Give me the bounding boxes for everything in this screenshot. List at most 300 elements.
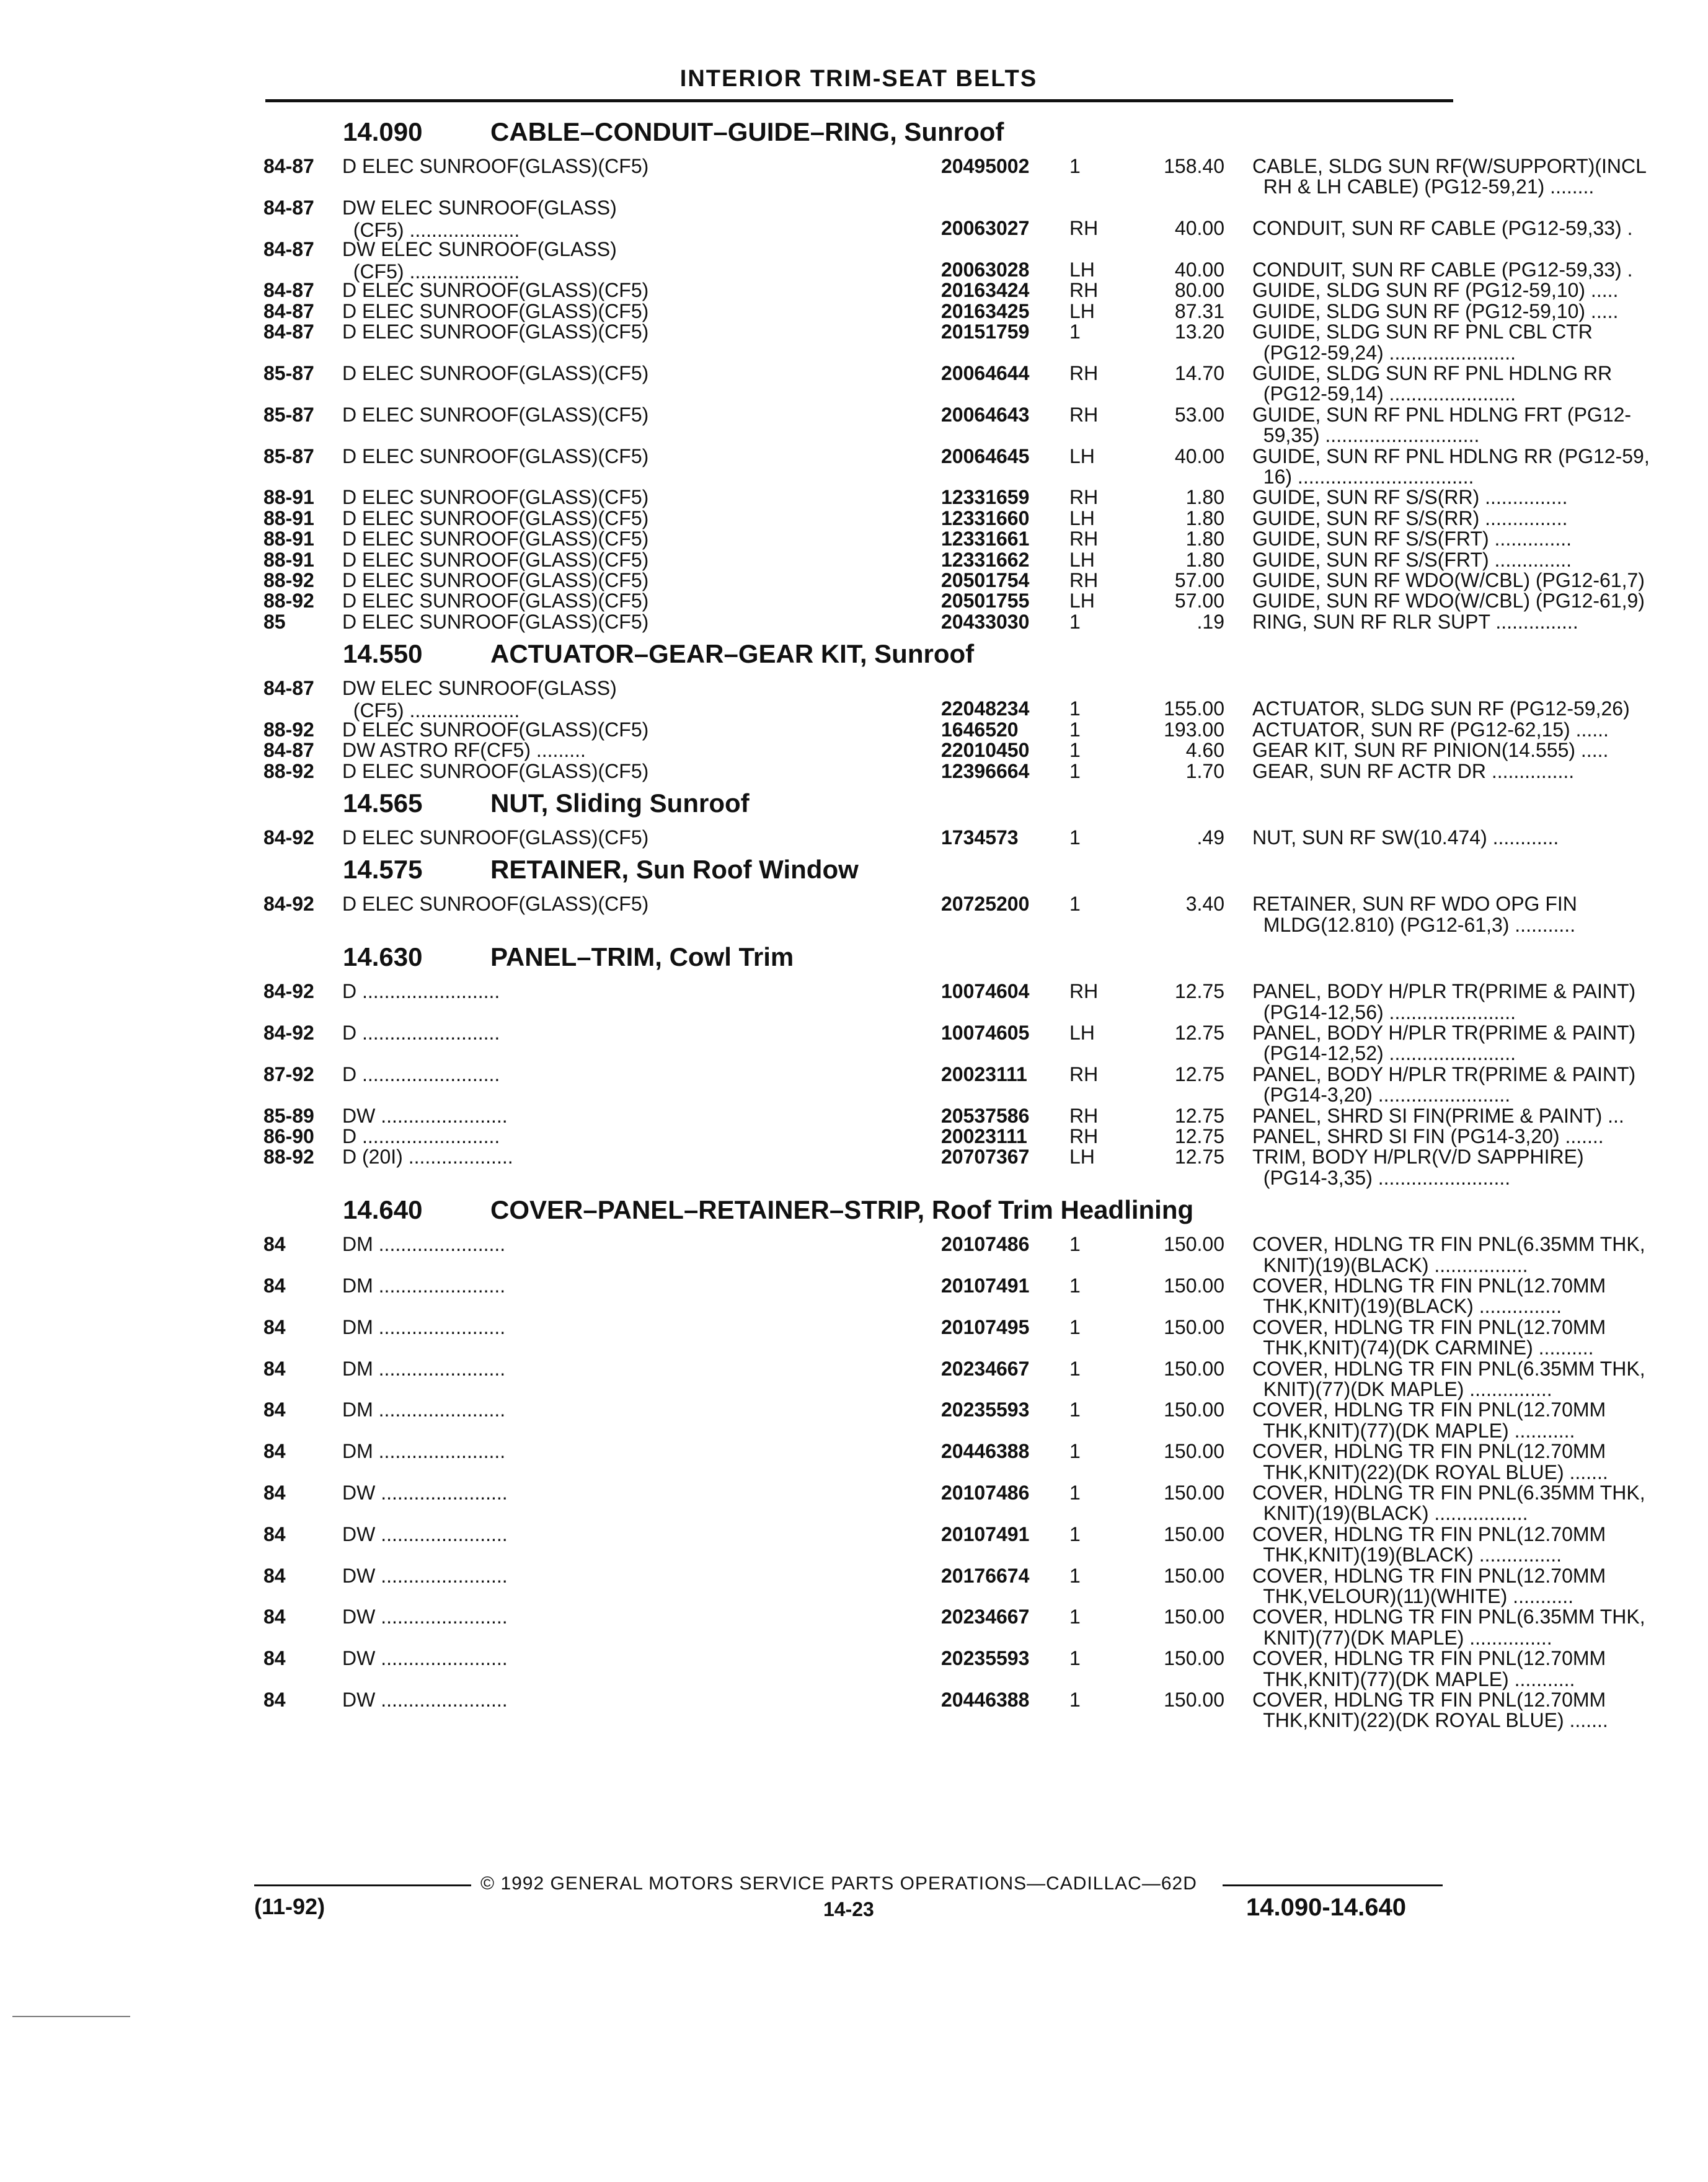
part-row <box>263 893 1577 936</box>
application: D ELEC SUNROOF(GLASS)(CF5) <box>342 826 649 849</box>
model-years: 85 <box>263 610 286 633</box>
quantity: RH <box>1069 361 1099 384</box>
footer-rule-right <box>1223 1884 1443 1886</box>
catalog-section <box>263 109 1650 633</box>
part-number: 20107491 <box>941 1274 1030 1297</box>
application: D ELEC SUNROOF(GLASS)(CF5) <box>342 610 649 633</box>
model-years: 88-92 <box>263 590 314 612</box>
part-description: GUIDE, SUN RF PNL HDLNG RR (PG12-59, <box>1252 444 1650 467</box>
model-years: 85-89 <box>263 1104 314 1127</box>
part-description: COVER, HDLNG TR FIN PNL(12.70MM <box>1252 1315 1606 1338</box>
application: D ELEC SUNROOF(GLASS)(CF5) <box>342 444 649 467</box>
list-price: 150.00 <box>1164 1606 1224 1628</box>
part-description: GUIDE, SLDG SUN RF PNL CBL CTR <box>1252 320 1593 343</box>
list-price: 150.00 <box>1164 1233 1224 1256</box>
catalog-section <box>263 847 1577 936</box>
part-description: PANEL, BODY H/PLR TR(PRIME & PAINT) <box>1252 980 1636 1003</box>
model-years: 84 <box>263 1522 286 1545</box>
part-number: 20063028 <box>941 258 1030 281</box>
model-years: 84 <box>263 1398 286 1421</box>
part-number: 10074604 <box>941 980 1030 1003</box>
quantity: LH <box>1069 444 1095 467</box>
application: D ......................... <box>342 1062 500 1085</box>
section-heading <box>263 847 1457 893</box>
section-heading <box>263 631 1457 677</box>
model-years: 84 <box>263 1482 286 1504</box>
part-description: GEAR KIT, SUN RF PINION(14.555) ..... <box>1252 739 1609 762</box>
quantity: 1 <box>1069 1233 1081 1256</box>
part-row <box>263 155 1647 198</box>
footer-copyright: © 1992 GENERAL MOTORS SERVICE PARTS OPERATIONS—CADILLAC—62D <box>480 1873 1197 1894</box>
part-description: COVER, HDLNG TR FIN PNL(6.35MM THK, <box>1252 1482 1645 1504</box>
part-description: PANEL, SHRD SI FIN (PG14-3,20) ....... <box>1252 1125 1604 1148</box>
part-description: ACTUATOR, SLDG SUN RF (PG12-59,26) <box>1252 697 1630 720</box>
model-years: 84-87 <box>263 237 314 260</box>
model-years: 86-90 <box>263 1125 314 1148</box>
section-number: 14.575 <box>343 855 423 885</box>
application: D ELEC SUNROOF(GLASS)(CF5) <box>342 528 649 550</box>
scan-artifact-line <box>12 2016 130 2017</box>
application: DW ELEC SUNROOF(GLASS) (CF5) .................... <box>342 237 617 283</box>
quantity: 1 <box>1069 610 1081 633</box>
part-description: KNIT)(77)(DK MAPLE) ............... <box>1252 1378 1552 1400</box>
part-description: THK,KNIT)(19)(BLACK) ............... <box>1252 1295 1562 1318</box>
part-description: PANEL, BODY H/PLR TR(PRIME & PAINT) <box>1252 1022 1636 1045</box>
part-number: 20023111 <box>941 1062 1027 1085</box>
part-row <box>263 568 1645 591</box>
model-years: 88-92 <box>263 1146 314 1168</box>
model-years: 88-92 <box>263 718 314 741</box>
part-description: (PG12-59,14) ....................... <box>1252 382 1516 405</box>
footer-section-range: 14.090-14.640 <box>1246 1894 1407 1921</box>
model-years: 84-87 <box>263 279 314 302</box>
section-number: 14.550 <box>343 639 423 669</box>
part-number: 12331662 <box>941 548 1030 571</box>
part-row <box>263 1125 1604 1148</box>
section-number: 14.565 <box>343 788 423 818</box>
part-number: 20446388 <box>941 1688 1030 1711</box>
model-years: 84-92 <box>263 826 314 849</box>
application: D ELEC SUNROOF(GLASS)(CF5) <box>342 506 649 529</box>
section-heading <box>263 109 1457 155</box>
part-description: GUIDE, SLDG SUN RF (PG12-59,10) ..... <box>1252 299 1619 322</box>
quantity: 1 <box>1069 893 1081 916</box>
list-price: 150.00 <box>1164 1440 1224 1463</box>
quantity: RH <box>1069 403 1099 426</box>
part-description: COVER, HDLNG TR FIN PNL(6.35MM THK, <box>1252 1233 1645 1256</box>
parts-listing <box>263 109 1650 1732</box>
part-number: 20107495 <box>941 1315 1030 1338</box>
model-years: 84 <box>263 1315 286 1338</box>
part-description: (PG14-12,52) ....................... <box>1252 1042 1516 1065</box>
part-description: COVER, HDLNG TR FIN PNL(12.70MM <box>1252 1647 1606 1670</box>
part-number: 20234667 <box>941 1357 1030 1380</box>
quantity: LH <box>1069 299 1095 322</box>
part-number: 20446388 <box>941 1440 1030 1463</box>
part-description: RH & LH CABLE) (PG12-59,21) ........ <box>1252 175 1595 198</box>
quantity: RH <box>1069 1125 1099 1148</box>
part-row <box>263 1440 1608 1483</box>
application: DM ....................... <box>342 1357 506 1380</box>
part-description: COVER, HDLNG TR FIN PNL(6.35MM THK, <box>1252 1606 1645 1628</box>
application: D ELEC SUNROOF(GLASS)(CF5) <box>342 590 649 612</box>
quantity: 1 <box>1069 1606 1081 1628</box>
list-price: 1.80 <box>1185 506 1224 529</box>
list-price: 40.00 <box>1174 258 1224 281</box>
part-number: 20064643 <box>941 403 1030 426</box>
model-years: 87-92 <box>263 1062 314 1085</box>
part-description: THK,KNIT)(22)(DK ROYAL BLUE) ....... <box>1252 1460 1608 1483</box>
model-years: 84-87 <box>263 677 314 700</box>
application: D ELEC SUNROOF(GLASS)(CF5) <box>342 759 649 782</box>
application: DW ....................... <box>342 1522 508 1545</box>
part-number: 20501755 <box>941 590 1030 612</box>
part-description: (PG14-3,20) ........................ <box>1252 1084 1511 1106</box>
part-description: GUIDE, SLDG SUN RF PNL HDLNG RR <box>1252 361 1613 384</box>
list-price: 150.00 <box>1164 1647 1224 1670</box>
part-row <box>263 1022 1636 1065</box>
model-years: 88-91 <box>263 528 314 550</box>
list-price: 150.00 <box>1164 1482 1224 1504</box>
list-price: 12.75 <box>1174 1104 1224 1127</box>
application: D ......................... <box>342 1125 500 1148</box>
part-number: 20063027 <box>941 217 1030 240</box>
part-description: KNIT)(77)(DK MAPLE) ............... <box>1252 1626 1552 1649</box>
part-number: 22048234 <box>941 697 1030 720</box>
list-price: 1.80 <box>1185 528 1224 550</box>
application: D ELEC SUNROOF(GLASS)(CF5) <box>342 299 649 322</box>
quantity: RH <box>1069 486 1099 509</box>
quantity: 1 <box>1069 1440 1081 1463</box>
quantity: 1 <box>1069 1482 1081 1504</box>
section-number: 14.640 <box>343 1195 423 1225</box>
quantity: 1 <box>1069 1688 1081 1711</box>
application: DM ....................... <box>342 1398 506 1421</box>
part-description: GUIDE, SUN RF S/S(RR) ............... <box>1252 506 1568 529</box>
catalog-section <box>263 631 1630 782</box>
footer-rule-left <box>254 1884 471 1886</box>
quantity: RH <box>1069 568 1099 591</box>
part-row <box>263 237 1633 283</box>
part-row <box>263 1482 1645 1525</box>
application: D ELEC SUNROOF(GLASS)(CF5) <box>342 486 649 509</box>
part-row <box>263 1146 1584 1189</box>
part-row <box>263 718 1609 741</box>
application: DW ....................... <box>342 1688 508 1711</box>
quantity: 1 <box>1069 1647 1081 1670</box>
part-number: 20064644 <box>941 361 1030 384</box>
list-price: 150.00 <box>1164 1522 1224 1545</box>
catalog-section <box>263 934 1636 1189</box>
part-description: (PG12-59,24) ....................... <box>1252 341 1516 364</box>
application: DW ....................... <box>342 1564 508 1587</box>
quantity: LH <box>1069 548 1095 571</box>
application: DM ....................... <box>342 1440 506 1463</box>
part-row <box>263 1606 1645 1649</box>
list-price: 150.00 <box>1164 1398 1224 1421</box>
part-description: COVER, HDLNG TR FIN PNL(12.70MM <box>1252 1398 1606 1421</box>
part-description: ACTUATOR, SUN RF (PG12-62,15) ...... <box>1252 718 1609 741</box>
application: DM ....................... <box>342 1274 506 1297</box>
part-row <box>263 1104 1624 1127</box>
part-row <box>263 1357 1645 1400</box>
part-description: PANEL, BODY H/PLR TR(PRIME & PAINT) <box>1252 1062 1636 1085</box>
part-row <box>263 279 1619 302</box>
part-description: PANEL, SHRD SI FIN(PRIME & PAINT) ... <box>1252 1104 1624 1127</box>
application: D ......................... <box>342 1022 500 1045</box>
part-description: COVER, HDLNG TR FIN PNL(12.70MM <box>1252 1564 1606 1587</box>
list-price: 150.00 <box>1164 1274 1224 1297</box>
application: DM ....................... <box>342 1315 506 1338</box>
quantity: RH <box>1069 528 1099 550</box>
list-price: 158.40 <box>1164 155 1224 177</box>
part-number: 20163424 <box>941 279 1030 302</box>
part-number: 20433030 <box>941 610 1030 633</box>
application: DW ....................... <box>342 1482 508 1504</box>
part-number: 20023111 <box>941 1125 1027 1148</box>
part-number: 20234667 <box>941 1606 1030 1628</box>
part-description: THK,KNIT)(19)(BLACK) ............... <box>1252 1544 1562 1566</box>
section-title: COVER–PANEL–RETAINER–STRIP, Roof Trim Headlining <box>490 1195 1194 1225</box>
model-years: 84 <box>263 1647 286 1670</box>
part-number: 20107486 <box>941 1482 1030 1504</box>
part-row <box>263 826 1559 849</box>
model-years: 85-87 <box>263 361 314 384</box>
quantity: LH <box>1069 1146 1095 1168</box>
list-price: 193.00 <box>1164 718 1224 741</box>
quantity: RH <box>1069 217 1099 240</box>
part-description: COVER, HDLNG TR FIN PNL(6.35MM THK, <box>1252 1357 1645 1380</box>
part-number: 20235593 <box>941 1398 1030 1421</box>
list-price: 87.31 <box>1174 299 1224 322</box>
section-number: 14.630 <box>343 942 423 972</box>
model-years: 84 <box>263 1357 286 1380</box>
part-row <box>263 320 1593 364</box>
model-years: 88-91 <box>263 486 314 509</box>
part-description: 59,35) ............................ <box>1252 424 1480 447</box>
catalog-section <box>263 780 1559 849</box>
list-price: 57.00 <box>1174 568 1224 591</box>
list-price: 4.60 <box>1185 739 1224 762</box>
list-price: 150.00 <box>1164 1357 1224 1380</box>
part-description: MLDG(12.810) (PG12-61,3) ........... <box>1252 913 1576 936</box>
part-row <box>263 610 1578 633</box>
part-number: 22010450 <box>941 739 1030 762</box>
part-description: CONDUIT, SUN RF CABLE (PG12-59,33) . <box>1252 217 1633 240</box>
part-row <box>263 980 1636 1023</box>
part-row <box>263 528 1572 550</box>
model-years: 84-87 <box>263 299 314 322</box>
list-price: 150.00 <box>1164 1688 1224 1711</box>
quantity: 1 <box>1069 1315 1081 1338</box>
part-row <box>263 299 1619 322</box>
part-description: THK,VELOUR)(11)(WHITE) ........... <box>1252 1584 1573 1607</box>
part-row <box>263 486 1568 509</box>
application: D ELEC SUNROOF(GLASS)(CF5) <box>342 548 649 571</box>
part-number: 20176674 <box>941 1564 1030 1587</box>
part-number: 12331659 <box>941 486 1030 509</box>
part-description: THK,KNIT)(77)(DK MAPLE) ........... <box>1252 1419 1575 1442</box>
part-row <box>263 1522 1606 1566</box>
part-description: GUIDE, SUN RF PNL HDLNG FRT (PG12- <box>1252 403 1632 426</box>
list-price: 1.70 <box>1185 759 1224 782</box>
quantity: RH <box>1069 279 1099 302</box>
part-description: COVER, HDLNG TR FIN PNL(12.70MM <box>1252 1688 1606 1711</box>
part-row <box>263 739 1609 762</box>
footer-page-number: 14-23 <box>823 1898 874 1920</box>
model-years: 84-92 <box>263 1022 314 1045</box>
section-title: PANEL–TRIM, Cowl Trim <box>490 942 794 972</box>
part-row <box>263 1688 1608 1732</box>
part-row <box>263 1564 1606 1607</box>
application: DW ELEC SUNROOF(GLASS) (CF5) .................... <box>342 677 617 722</box>
part-description: THK,KNIT)(74)(DK CARMINE) .......... <box>1252 1336 1594 1359</box>
model-years: 84 <box>263 1440 286 1463</box>
part-description: RING, SUN RF RLR SUPT ............... <box>1252 610 1578 633</box>
quantity: LH <box>1069 506 1095 529</box>
list-price: .19 <box>1197 610 1224 633</box>
list-price: 1.80 <box>1185 486 1224 509</box>
part-number: 20064645 <box>941 444 1030 467</box>
quantity: 1 <box>1069 320 1081 343</box>
model-years: 88-92 <box>263 759 314 782</box>
model-years: 84 <box>263 1564 286 1587</box>
part-number: 20107486 <box>941 1233 1030 1256</box>
part-description: (PG14-3,35) ........................ <box>1252 1166 1511 1189</box>
part-number: 20151759 <box>941 320 1030 343</box>
part-number: 20495002 <box>941 155 1030 177</box>
part-row <box>263 506 1568 529</box>
quantity: 1 <box>1069 1522 1081 1545</box>
quantity: RH <box>1069 980 1099 1003</box>
list-price: 155.00 <box>1164 697 1224 720</box>
part-number: 12331660 <box>941 506 1030 529</box>
application: D ELEC SUNROOF(GLASS)(CF5) <box>342 893 649 916</box>
header-rule <box>265 99 1453 102</box>
model-years: 85-87 <box>263 444 314 467</box>
part-row <box>263 1233 1645 1276</box>
part-number: 10074605 <box>941 1022 1030 1045</box>
part-number: 12331661 <box>941 528 1030 550</box>
part-row <box>263 403 1632 447</box>
part-description: (PG14-12,56) ....................... <box>1252 1000 1516 1023</box>
application: D ......................... <box>342 980 500 1003</box>
application: D ELEC SUNROOF(GLASS)(CF5) <box>342 403 649 426</box>
part-description: CABLE, SLDG SUN RF(W/SUPPORT)(INCL <box>1252 155 1647 177</box>
list-price: 80.00 <box>1174 279 1224 302</box>
quantity: 1 <box>1069 697 1081 720</box>
part-row <box>263 444 1650 488</box>
part-row <box>263 196 1633 241</box>
part-description: KNIT)(19)(BLACK) ................. <box>1252 1502 1528 1525</box>
model-years: 84-92 <box>263 893 314 916</box>
part-number: 20707367 <box>941 1146 1030 1168</box>
list-price: 14.70 <box>1174 361 1224 384</box>
part-number: 1646520 <box>941 718 1019 741</box>
part-description: COVER, HDLNG TR FIN PNL(12.70MM <box>1252 1522 1606 1545</box>
part-row <box>263 759 1575 782</box>
section-number: 14.090 <box>343 117 423 146</box>
application: DW ....................... <box>342 1104 508 1127</box>
part-row <box>263 1062 1636 1106</box>
section-title: NUT, Sliding Sunroof <box>490 788 750 818</box>
part-description: GUIDE, SUN RF S/S(RR) ............... <box>1252 486 1568 509</box>
list-price: 12.75 <box>1174 1125 1224 1148</box>
quantity: 1 <box>1069 1274 1081 1297</box>
model-years: 84 <box>263 1233 286 1256</box>
list-price: 12.75 <box>1174 1146 1224 1168</box>
part-description: COVER, HDLNG TR FIN PNL(12.70MM <box>1252 1274 1606 1297</box>
quantity: 1 <box>1069 718 1081 741</box>
section-heading <box>263 1187 1457 1233</box>
list-price: 150.00 <box>1164 1315 1224 1338</box>
quantity: 1 <box>1069 155 1081 177</box>
application: DW ....................... <box>342 1647 508 1670</box>
part-number: 20235593 <box>941 1647 1030 1670</box>
quantity: LH <box>1069 590 1095 612</box>
list-price: 53.00 <box>1174 403 1224 426</box>
part-description: KNIT)(19)(BLACK) ................. <box>1252 1253 1528 1276</box>
application: D (20I) ................... <box>342 1146 513 1168</box>
application: D ELEC SUNROOF(GLASS)(CF5) <box>342 568 649 591</box>
part-description: GUIDE, SUN RF WDO(W/CBL) (PG12-61,9) <box>1252 590 1645 612</box>
part-description: GUIDE, SLDG SUN RF (PG12-59,10) ..... <box>1252 279 1619 302</box>
application: D ELEC SUNROOF(GLASS)(CF5) <box>342 320 649 343</box>
model-years: 84 <box>263 1606 286 1628</box>
list-price: 12.75 <box>1174 980 1224 1003</box>
list-price: 3.40 <box>1185 893 1224 916</box>
quantity: 1 <box>1069 1564 1081 1587</box>
catalog-section <box>263 1187 1645 1732</box>
model-years: 84 <box>263 1688 286 1711</box>
list-price: 40.00 <box>1174 217 1224 240</box>
part-row <box>263 361 1613 405</box>
part-description: CONDUIT, SUN RF CABLE (PG12-59,33) . <box>1252 258 1633 281</box>
part-row <box>263 1647 1606 1690</box>
part-description: GUIDE, SUN RF WDO(W/CBL) (PG12-61,7) <box>1252 568 1645 591</box>
quantity: 1 <box>1069 739 1081 762</box>
list-price: 57.00 <box>1174 590 1224 612</box>
quantity: 1 <box>1069 1357 1081 1380</box>
list-price: 13.20 <box>1174 320 1224 343</box>
application: D ELEC SUNROOF(GLASS)(CF5) <box>342 155 649 177</box>
part-description: RETAINER, SUN RF WDO OPG FIN <box>1252 893 1577 916</box>
section-title: RETAINER, Sun Roof Window <box>490 855 859 885</box>
quantity: 1 <box>1069 1398 1081 1421</box>
quantity: RH <box>1069 1104 1099 1127</box>
page-title: INTERIOR TRIM-SEAT BELTS <box>679 66 1038 92</box>
application: DW ASTRO RF(CF5) ......... <box>342 739 586 762</box>
application: DM ....................... <box>342 1233 506 1256</box>
application: D ELEC SUNROOF(GLASS)(CF5) <box>342 718 649 741</box>
part-number: 20537586 <box>941 1104 1030 1127</box>
footer-revision-date: (11-92) <box>254 1894 325 1919</box>
part-row <box>263 677 1630 722</box>
section-heading <box>263 780 1457 826</box>
application: D ELEC SUNROOF(GLASS)(CF5) <box>342 361 649 384</box>
model-years: 88-91 <box>263 548 314 571</box>
part-row <box>263 1315 1606 1359</box>
section-title: ACTUATOR–GEAR–GEAR KIT, Sunroof <box>490 639 975 669</box>
part-description: GUIDE, SUN RF S/S(FRT) .............. <box>1252 548 1572 571</box>
model-years: 84 <box>263 1274 286 1297</box>
part-row <box>263 1274 1606 1318</box>
model-years: 85-87 <box>263 403 314 426</box>
model-years: 88-91 <box>263 506 314 529</box>
part-description: COVER, HDLNG TR FIN PNL(12.70MM <box>1252 1440 1606 1463</box>
part-description: THK,KNIT)(77)(DK MAPLE) ........... <box>1252 1667 1575 1690</box>
model-years: 84-87 <box>263 196 314 219</box>
